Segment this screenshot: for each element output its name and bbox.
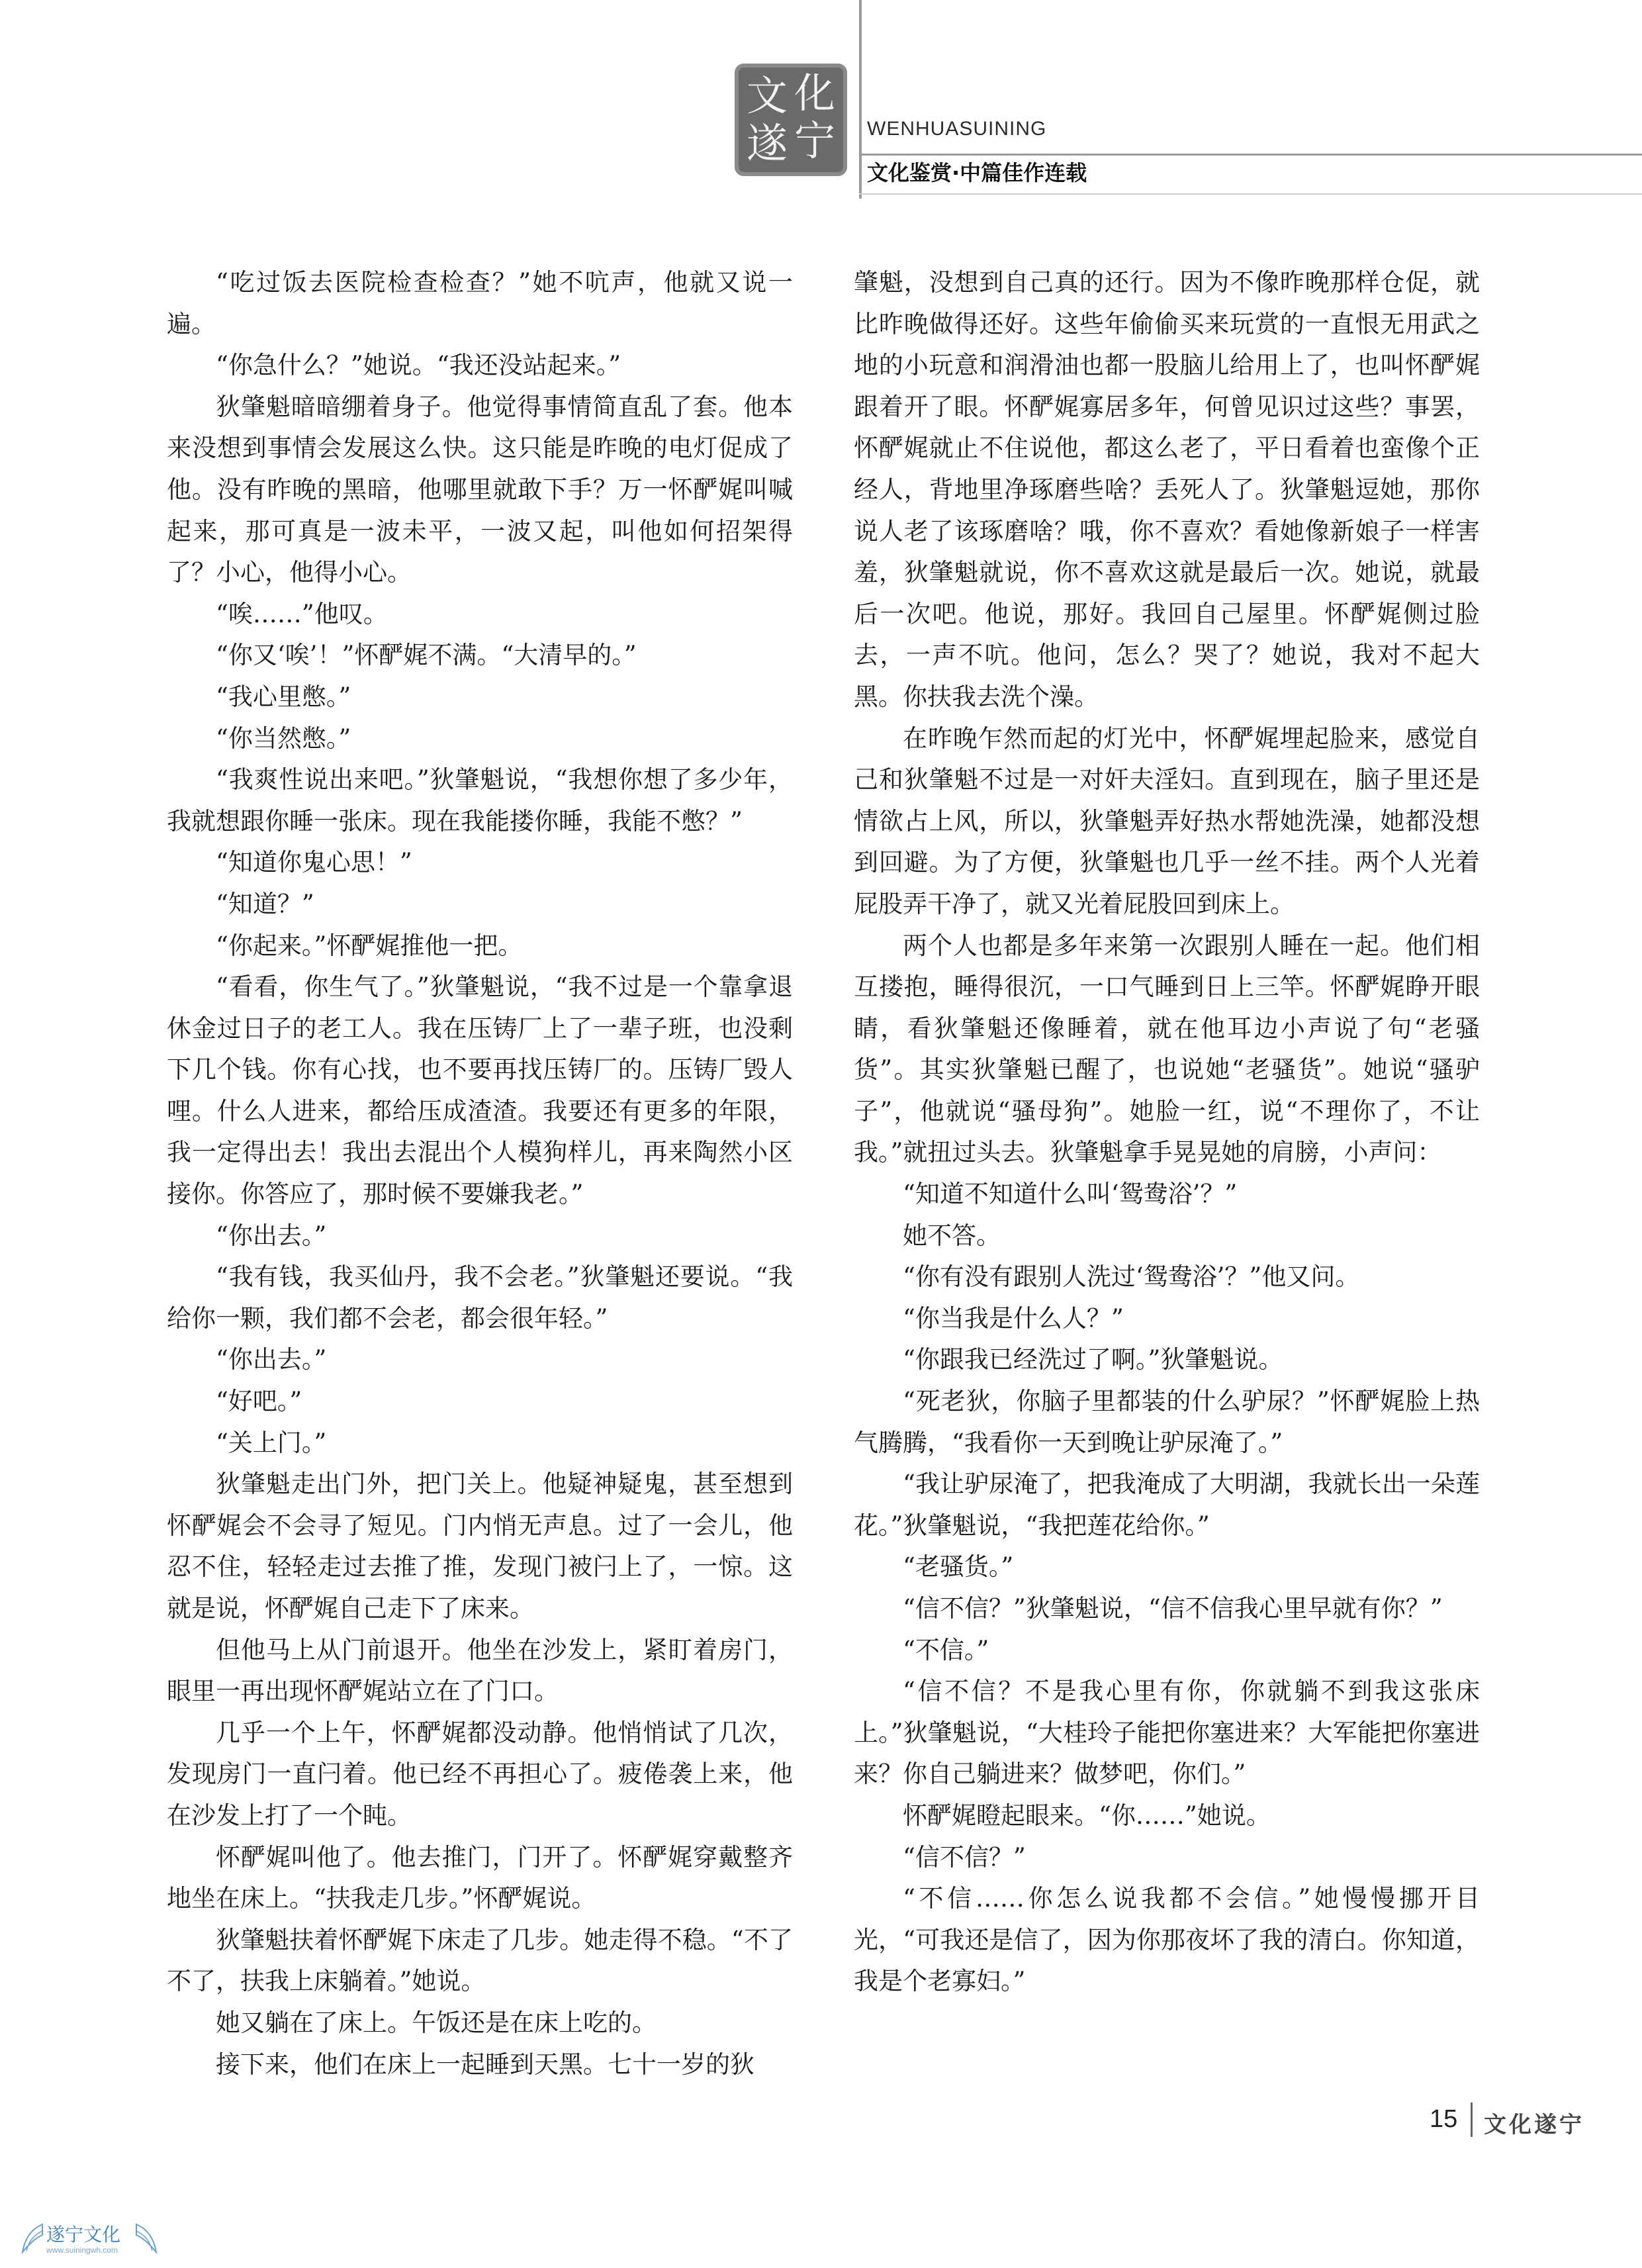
- watermark-text: 遂宁文化: [46, 2224, 121, 2245]
- paragraph: “我让驴尿淹了，把我淹成了大明湖，我就长出一朵莲花。”狄肇魁说，“我把莲花给你。”: [854, 1470, 1480, 1540]
- paragraph: “我心里憋。”: [216, 682, 351, 711]
- wing-icon: [134, 2219, 159, 2256]
- watermark-logo: [20, 2219, 159, 2259]
- paragraph: “不信……你怎么说我都不会信。”她慢慢挪开目光，“可我还是信了，因为你那夜坏了我的清白。你知道，我是个老寡妇。”: [854, 1884, 1480, 1996]
- seal-char: 化: [794, 69, 835, 117]
- paragraph: “知道你鬼心思！”: [216, 848, 412, 877]
- paragraph: “看看，你生气了。”狄肇魁说，“我不过是一个靠拿退休金过日子的老工人。我在压铸厂上了一辈子班，也没剩下几个钱。你有心找，也不要再找压铸厂的。压铸厂毁人哩。什么人进来，都给压成渣渣。我要还有更多的年限，我一定得出去！我出去混出个人模狗样儿，再来陶然小区接你。你答应了，那时候不要嫌我老。”: [167, 972, 793, 1209]
- page-number: 15: [1430, 2105, 1458, 2133]
- paragraph: 狄肇魁走出门外，把门关上。他疑神疑鬼，甚至想到怀酽娓会不会寻了短见。门内悄无声息。过了一会儿，他忍不住，轻轻走过去推了推，发现门被闩上了，一惊。这就是说，怀酽娓自己走下了床来。: [167, 1470, 793, 1623]
- paragraph: “我爽性说出来吧。”狄肇魁说，“我想你想了多少年，我就想跟你睡一张床。现在我能搂你睡，我能不憋？”: [167, 765, 793, 835]
- paragraph: “你急什么？”她说。“我还没站起来。”: [216, 351, 621, 380]
- paragraph: “老骚货。”: [903, 1552, 1014, 1582]
- paragraph: 她又躺在了床上。午饭还是在床上吃的。: [216, 2008, 657, 2037]
- paragraph: “信不信？”: [903, 1842, 1026, 1871]
- brand-english: WENHUASUINING: [867, 118, 1047, 140]
- paragraph-continued: 肇魁，没想到自己真的还行。因为不像昨晚那样仓促，就比昨晚做得还好。这些年偷偷买来玩赏的一直恨无用武之地的小玩意和润滑油也都一股脑儿给用上了，也叫怀酽娓跟着开了眼。怀酽娓寡居多年，何曾见识过这些？事罢，怀酽娓就止不住说他，都这么老了，平日看着也蛮像个正经人，背地里净琢磨些啥？丢死人了。狄肇魁逗她，那你说人老了该琢磨啥？哦，你不喜欢？看她像新娘子一样害羞，狄肇魁就说，你不喜欢这就是最后一次。她说，就最后一次吧。他说，那好。我回自己屋里。怀酽娓侧过脸去，一声不吭。他问，怎么？哭了？她说，我对不起大黑。你扶我去洗个澡。: [854, 268, 1480, 711]
- paragraph: 在昨晚乍然而起的灯光中，怀酽娓埋起脸来，感觉自己和狄肇魁不过是一对奸夫淫妇。直到现在，脑子里还是情欲占上风，所以，狄肇魁弄好热水帮她洗澡，她都没想到回避。为了方便，狄肇魁也几乎一丝不挂。两个人光着屁股弄干净了，就又光着屁股回到床上。: [854, 724, 1480, 918]
- seal-char: 宁: [794, 117, 835, 165]
- watermark-url: www.suiningwh.com: [46, 2245, 118, 2255]
- section-title: 文化鉴赏·中篇佳作连载: [867, 160, 1087, 185]
- paragraph: “不信。”: [903, 1635, 989, 1664]
- paragraph: “你有没有跟别人洗过‘鸳鸯浴’？”他又问。: [903, 1262, 1360, 1292]
- paragraph: “我有钱，我买仙丹，我不会老。”狄肇魁还要说。“我给你一颗，我们都不会老，都会很年轻。”: [167, 1262, 793, 1333]
- header-horizontal-rule: [859, 154, 1642, 156]
- paragraph: “好吧。”: [216, 1387, 302, 1416]
- footer-divider: [1471, 2103, 1473, 2137]
- header-vertical-rule: [859, 0, 862, 199]
- paragraph: 狄肇魁暗暗绷着身子。他觉得事情简直乱了套。他本来没想到事情会发展这么快。这只能是昨晚的电灯促成了他。没有昨晚的黑暗，他哪里就敢下手？万一怀酽娓叫喊起来，那可真是一波未平，一波又起，叫他如何招架得了？小心，他得小心。: [167, 392, 793, 587]
- header-sub-rule: [859, 193, 1642, 195]
- paragraph: “你起来。”怀酽娓推他一把。: [216, 931, 523, 960]
- seal-char: 文: [746, 71, 788, 120]
- seal-char: 遂: [746, 119, 788, 167]
- paragraph: 但他马上从门前退开。他坐在沙发上，紧盯着房门，眼里一再出现怀酽娓站立在了门口。: [167, 1635, 793, 1706]
- right-column: [854, 262, 1480, 2003]
- left-column: [167, 262, 793, 2085]
- paragraph: 两个人也都是多年来第一次跟别人睡在一起。他们相互搂抱，睡得很沉，一口气睡到日上三竿。怀酽娓睁开眼睛，看狄肇魁还像睡着，就在他耳边小声说了句“老骚货”。其实狄肇魁已醒了，也说她“老骚货”。她说“骚驴子”，他就说“骚母狗”。她脸一红，说“不理你了，不让我。”就扭过头去。狄肇魁拿手晃晃她的肩膀，小声问：: [854, 931, 1480, 1167]
- paragraph: “你当我是什么人？”: [903, 1303, 1124, 1333]
- paragraph: 接下来，他们在床上一起睡到天黑。七十一岁的狄: [216, 2050, 754, 2079]
- paragraph: “知道不知道什么叫‘鸳鸯浴’？”: [903, 1180, 1238, 1209]
- paragraph: “关上门。”: [216, 1428, 327, 1457]
- paragraph: 她不答。: [903, 1221, 1001, 1250]
- paragraph: 怀酽娓叫他了。他去推门，门开了。怀酽娓穿戴整齐地坐在床上。“扶我走几步。”怀酽娓说。: [167, 1842, 793, 1913]
- paragraph: 怀酽娓瞪起眼来。“你……”她说。: [903, 1801, 1271, 1830]
- wing-icon: [20, 2219, 45, 2256]
- magazine-logo-seal: [735, 64, 847, 176]
- paragraph: “死老狄，你脑子里都装的什么驴尿？”怀酽娓脸上热气腾腾，“我看你一天到晚让驴尿淹了。”: [854, 1387, 1480, 1457]
- paragraph: 狄肇魁扶着怀酽娓下床走了几步。她走得不稳。“不了不了，扶我上床躺着。”她说。: [167, 1925, 793, 1996]
- paragraph: “你跟我已经洗过了啊。”狄肇魁说。: [903, 1345, 1283, 1374]
- paragraph: “你又‘唉’！”怀酽娓不满。“大清早的。”: [216, 641, 637, 670]
- paragraph: “信不信？不是我心里有你，你就躺不到我这张床上。”狄肇魁说，“大桂玲子能把你塞进来？大军能把你塞进来？你自己躺进来？做梦吧，你们。”: [854, 1677, 1480, 1789]
- paragraph: “你出去。”: [216, 1345, 327, 1374]
- paragraph: “知道？”: [216, 889, 314, 918]
- paragraph: “信不信？”狄肇魁说，“信不信我心里早就有你？”: [903, 1594, 1443, 1623]
- paragraph: 几乎一个上午，怀酽娓都没动静。他悄悄试了几次，发现房门一直闩着。他已经不再担心了。疲倦袭上来，他在沙发上打了一个盹。: [167, 1718, 793, 1830]
- paragraph: “唉……”他叹。: [216, 599, 388, 628]
- footer-brand: 文化遂宁: [1484, 2112, 1584, 2138]
- paragraph: “吃过饭去医院检查检查？”她不吭声，他就又说一遍。: [167, 268, 793, 338]
- paragraph: “你出去。”: [216, 1221, 327, 1250]
- paragraph: “你当然憋。”: [216, 724, 351, 753]
